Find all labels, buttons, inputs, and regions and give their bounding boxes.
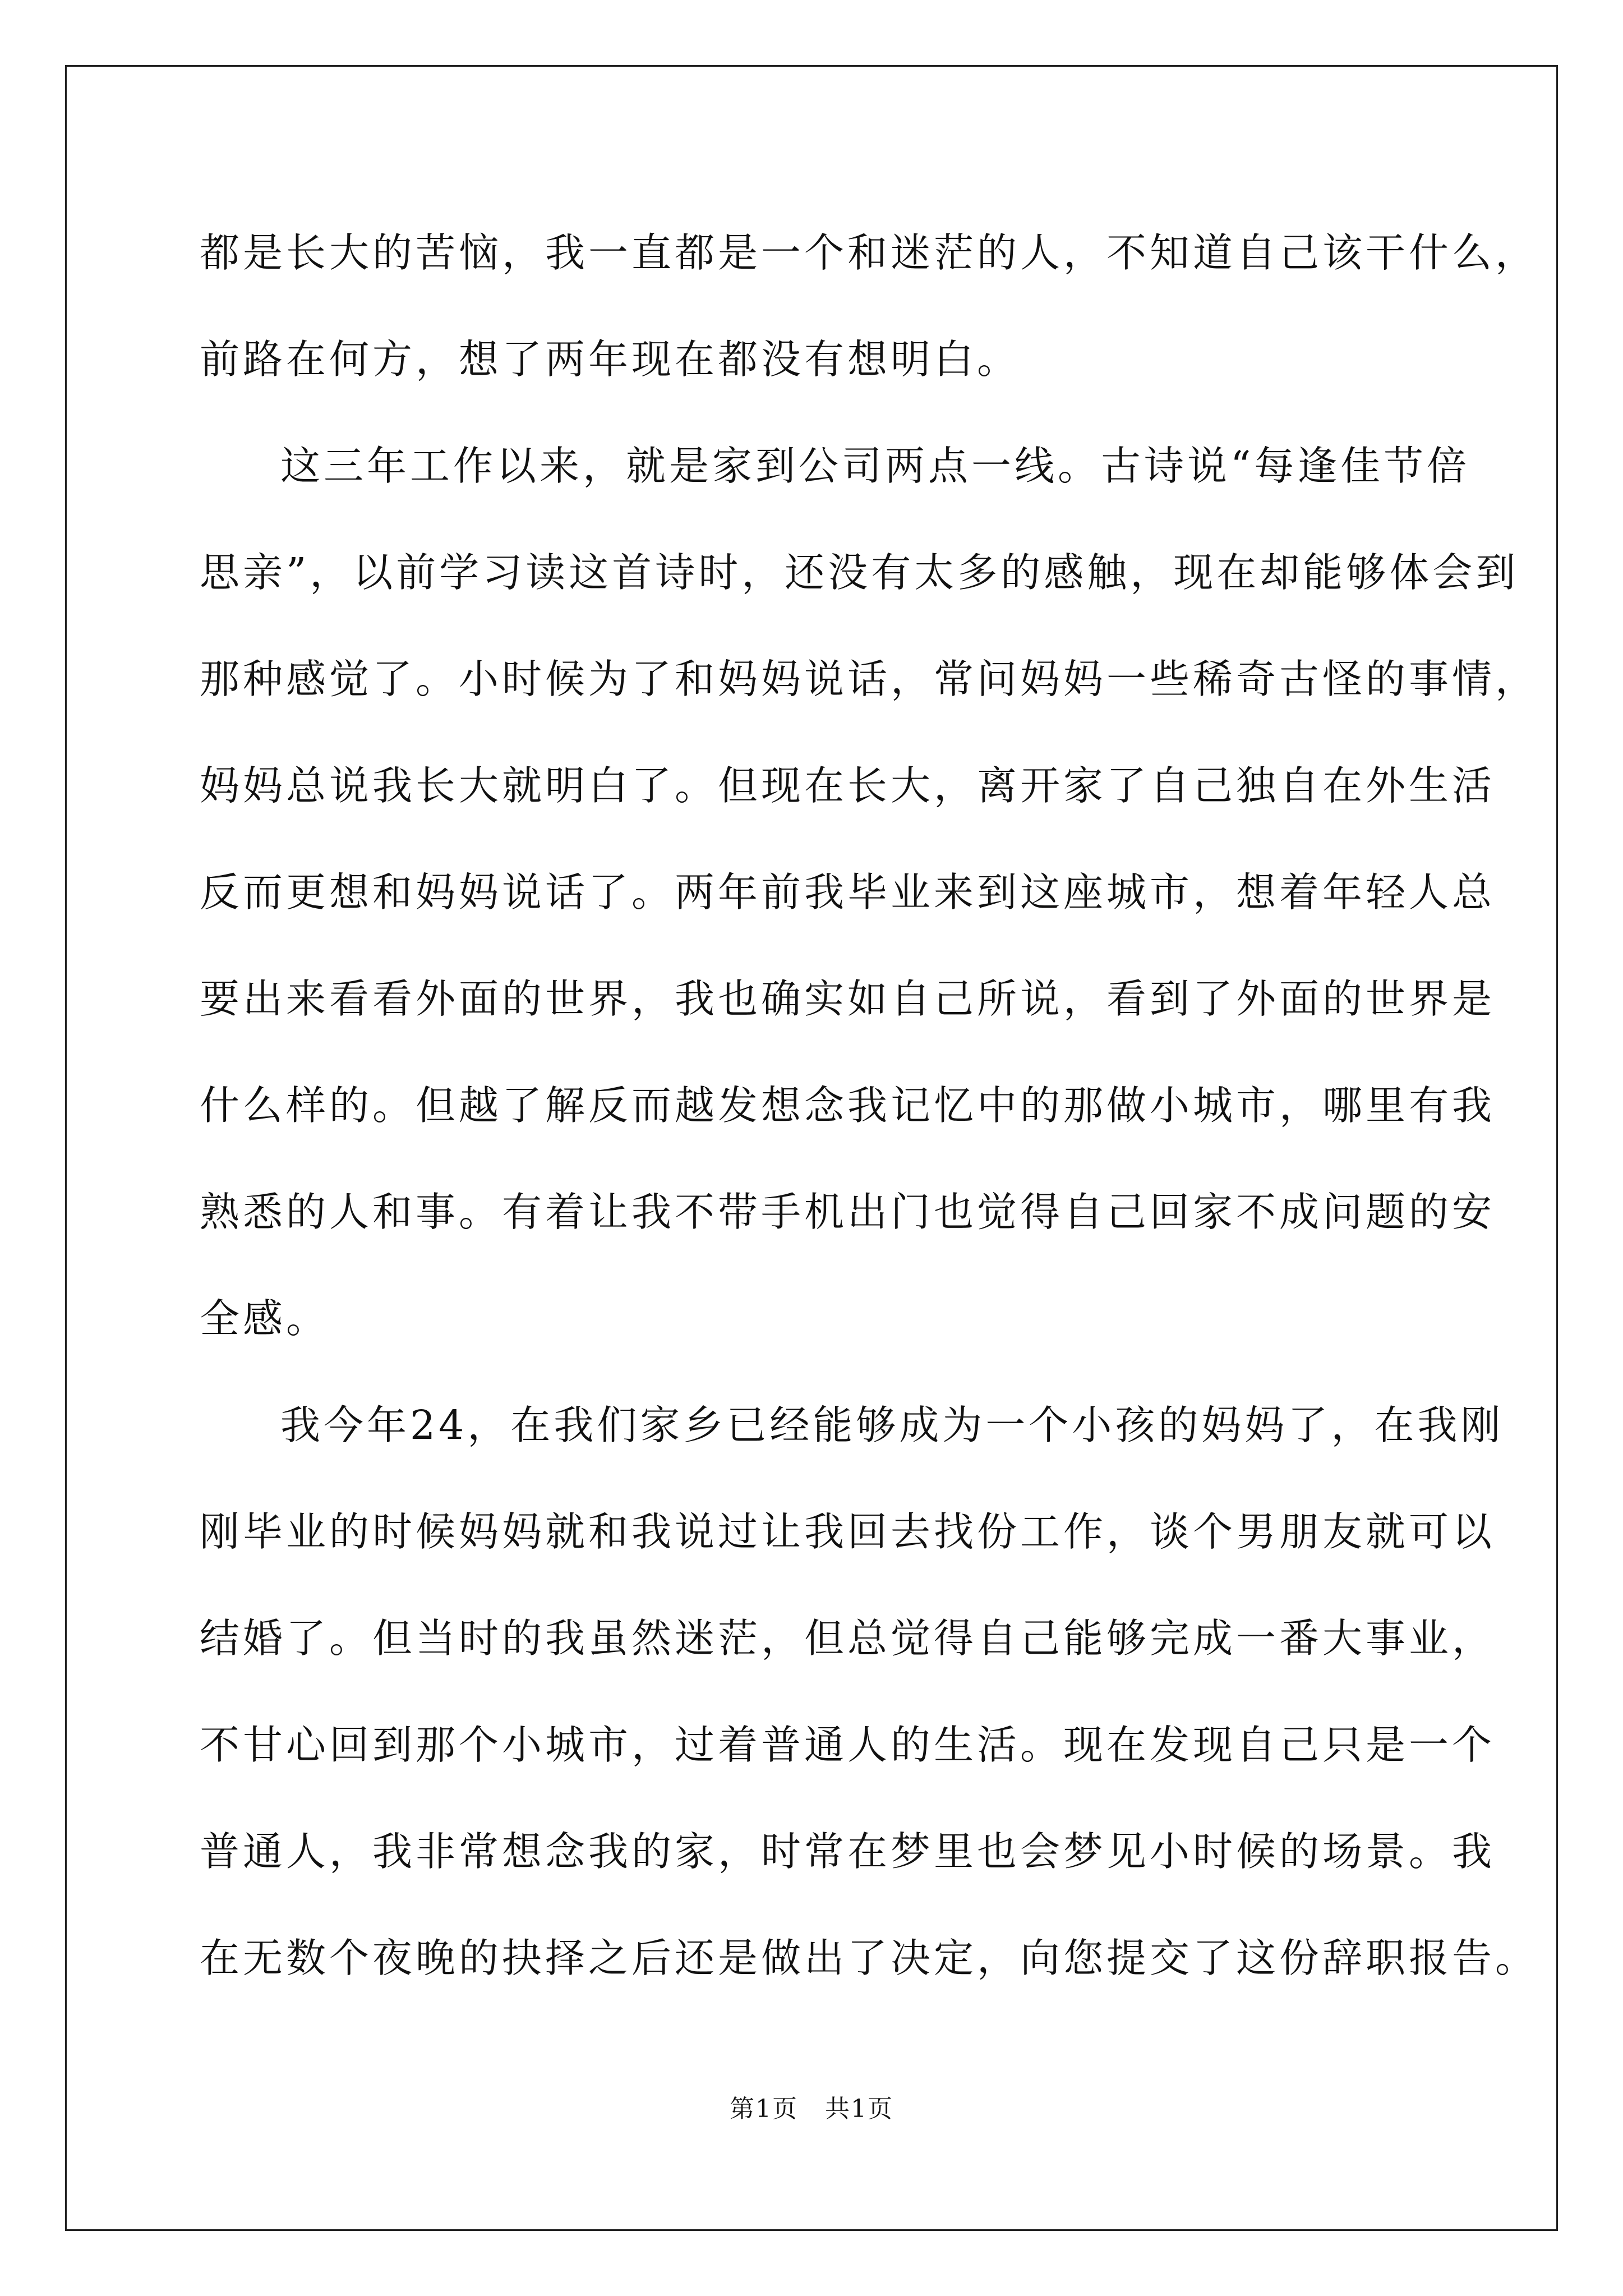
text-line-indented: 我今年24，在我们家乡已经能够成为一个小孩的妈妈了，在我刚 bbox=[280, 1402, 1504, 1448]
page-footer: 第1页 共1页 bbox=[730, 2095, 893, 2123]
text-line: 都是长大的苦恼，我一直都是一个和迷茫的人，不知道自己该干什么， bbox=[200, 229, 1539, 276]
document-body bbox=[200, 200, 1539, 2012]
text-line: 要出来看看外面的世界，我也确实如自己所说，看到了外面的世界是 bbox=[200, 976, 1496, 1022]
text-line: 结婚了。但当时的我虽然迷茫，但总觉得自己能够完成一番大事业， bbox=[200, 1615, 1496, 1662]
paragraph-2 bbox=[200, 413, 1539, 1372]
text-line: 前路在何方，想了两年现在都没有想明白。 bbox=[200, 336, 1021, 383]
text-line: 什么样的。但越了解反而越发想念我记忆中的那做小城市，哪里有我 bbox=[200, 1082, 1496, 1129]
text-line: 在无数个夜晚的抉择之后还是做出了决定，向您提交了这份辞职报告。 bbox=[200, 1935, 1539, 1981]
text-line-indented: 这三年工作以来，就是家到公司两点一线。古诗说“每逢佳节倍 bbox=[280, 443, 1470, 489]
text-line: 那种感觉了。小时候为了和妈妈说话，常问妈妈一些稀奇古怪的事情， bbox=[200, 656, 1539, 702]
paragraph-3 bbox=[200, 1372, 1539, 2012]
text-line: 熟悉的人和事。有着让我不带手机出门也觉得自己回家不成问题的安 bbox=[200, 1189, 1496, 1235]
text-line: 刚毕业的时候妈妈就和我说过让我回去找份工作，谈个男朋友就可以 bbox=[200, 1508, 1496, 1555]
text-line: 妈妈总说我长大就明白了。但现在长大，离开家了自己独自在外生活 bbox=[200, 762, 1496, 809]
text-line: 思亲”，以前学习读这首诗时，还没有太多的感触，现在却能够体会到 bbox=[200, 549, 1519, 596]
text-line: 反而更想和妈妈说话了。两年前我毕业来到这座城市，想着年轻人总 bbox=[200, 869, 1496, 915]
text-line: 不甘心回到那个小城市，过着普通人的生活。现在发现自己只是一个 bbox=[200, 1722, 1496, 1768]
text-line: 全感。 bbox=[200, 1295, 330, 1342]
paragraph-1 bbox=[200, 200, 1539, 413]
text-line: 普通人，我非常想念我的家，时常在梦里也会梦见小时候的场景。我 bbox=[200, 1828, 1496, 1875]
